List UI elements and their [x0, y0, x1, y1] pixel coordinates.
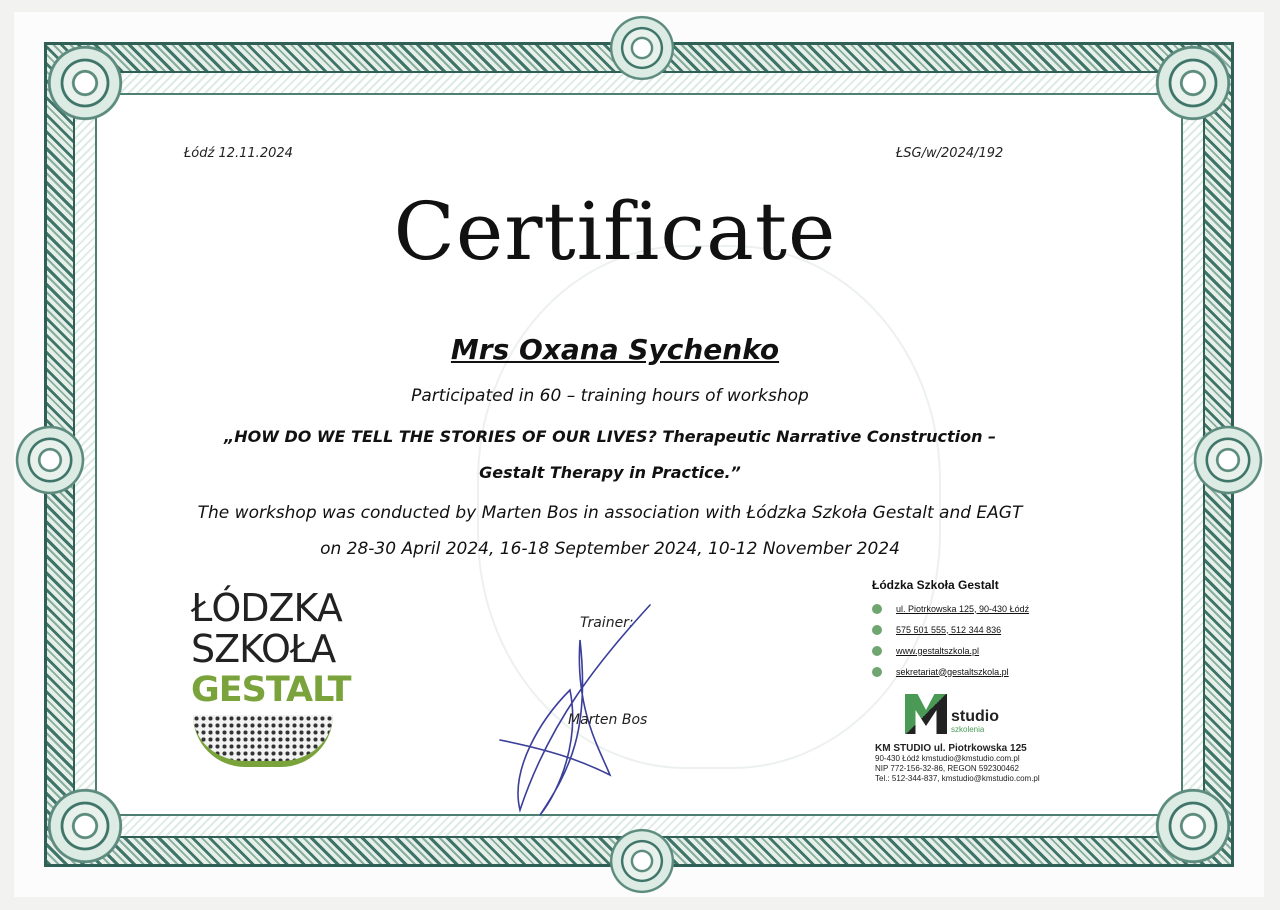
globe-icon: [872, 646, 882, 656]
km-studio-stamp: [875, 694, 1085, 783]
logo-halftone-emblem: [193, 715, 333, 767]
participation-text: Participated in 60 – training hours of workshop: [411, 386, 809, 406]
trainer-name: Marten Bos: [568, 712, 648, 728]
contact-website: [872, 640, 1092, 661]
logo-line-2: SZKOŁA: [191, 627, 336, 671]
reference-number: ŁSG/w/2024/192: [896, 146, 1004, 161]
address-text: ul. Piotrkowska 125, 90-430 Łódź: [896, 603, 1030, 614]
contact-email: [872, 661, 1092, 682]
workshop-title-line-1: „HOW DO WE TELL THE STORIES OF OUR LIVES? Therapeutic Narrative Construction –: [223, 427, 997, 446]
km-studio-logo: [905, 694, 1085, 734]
mail-icon: [872, 667, 882, 677]
logo-line-3: GESTALT: [191, 670, 351, 710]
conducted-text: The workshop was conducted by Marten Bos in association with Łódzka Szkoła Gestalt and EAGT: [197, 503, 1023, 523]
phone-text: 575 501 555, 512 344 836: [896, 624, 1002, 635]
phone-icon: [872, 625, 882, 635]
km-line-2: 90-430 Łódź kmstudio@kmstudio.com.pl: [875, 754, 1020, 763]
km-line-1: KM STUDIO ul. Piotrkowska 125: [875, 743, 1027, 754]
km-studio-details: [875, 744, 1075, 784]
km-line-3: NIP 772-156-32-86, REGON 592300462: [875, 764, 1019, 773]
workshop-dates: on 28-30 April 2024, 16-18 September 2024, 10-12 November 2024: [320, 539, 900, 559]
km-brand: studio: [951, 708, 999, 725]
place-date: Łódź 12.11.2024: [184, 146, 293, 161]
location-pin-icon: [872, 604, 882, 614]
website-text: www.gestaltszkola.pl: [896, 645, 980, 656]
contact-title: Łódzka Szkoła Gestalt: [872, 578, 999, 592]
certificate-title: Certificate: [393, 185, 837, 278]
contact-phone: [872, 619, 1092, 640]
recipient-name: Mrs Oxana Sychenko: [450, 333, 780, 366]
km-logo-icon: [905, 694, 947, 734]
email-text: sekretariat@gestaltszkola.pl: [896, 666, 1009, 677]
school-contact-block: [872, 578, 1092, 682]
workshop-title-line-2: Gestalt Therapy in Practice.”: [479, 463, 741, 482]
trainer-label: Trainer:: [580, 615, 634, 631]
school-logo: [185, 586, 351, 767]
contact-address: [872, 598, 1092, 619]
km-line-4: Tel.: 512-344-837, kmstudio@kmstudio.com.pl: [875, 774, 1040, 783]
logo-line-1: ŁÓDZKA: [191, 586, 342, 630]
km-sub: szkolenia: [951, 725, 985, 734]
